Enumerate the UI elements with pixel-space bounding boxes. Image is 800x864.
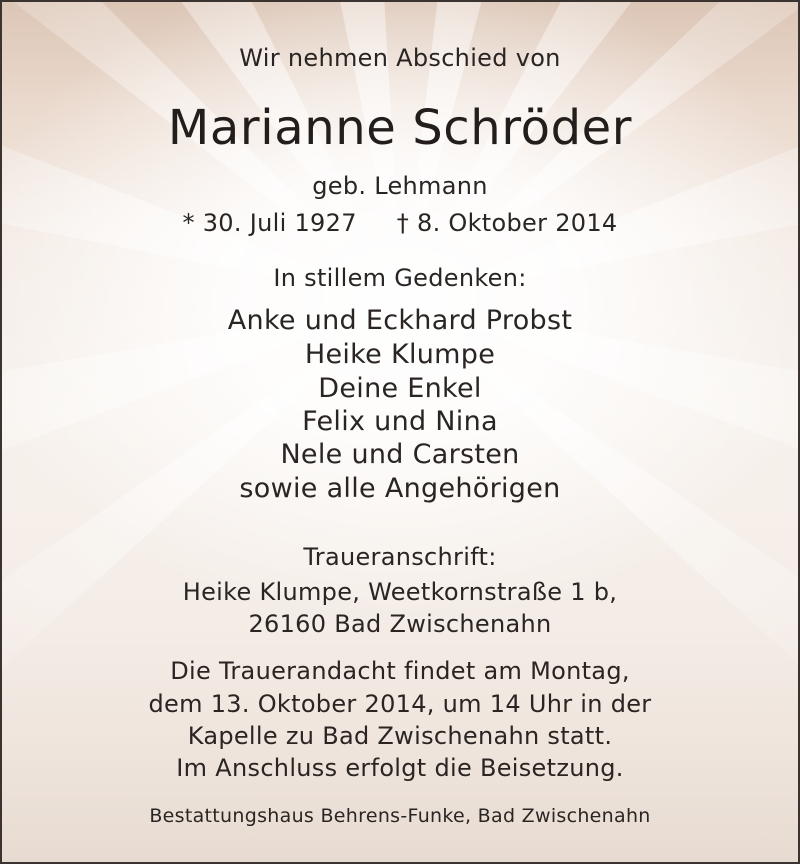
service-info-line: Im Anschluss erfolgt die Beisetzung. [176, 754, 624, 782]
deceased-name: Marianne Schröder [167, 100, 633, 156]
service-info-line: dem 13. Oktober 2014, um 14 Uhr in der [148, 690, 652, 718]
birth-date: * 30. Juli 1927 [182, 209, 357, 237]
mourner-line: Felix und Nina [302, 406, 498, 437]
address-heading: Traueranschrift: [303, 543, 497, 571]
life-dates [2, 209, 798, 237]
funeral-home: Bestattungshaus Behrens-Funke, Bad Zwischenahn [149, 805, 651, 827]
mourning-heading: In stillem Gedenken: [273, 264, 527, 292]
death-date: † 8. Oktober 2014 [396, 209, 618, 237]
birth-name: geb. Lehmann [312, 172, 488, 200]
mourner-line: Deine Enkel [318, 373, 482, 404]
intro-text: Wir nehmen Abschied von [239, 44, 561, 72]
service-info-line: Die Trauerandacht findet am Montag, [170, 657, 630, 685]
mourner-line: sowie alle Angehörigen [239, 473, 561, 504]
mourner-line: Anke und Eckhard Probst [227, 305, 573, 336]
address-line: Heike Klumpe, Weetkornstraße 1 b, [182, 578, 618, 606]
service-info-line: Kapelle zu Bad Zwischenahn statt. [187, 722, 613, 750]
address-line: 26160 Bad Zwischenahn [248, 610, 552, 638]
mourner-line: Nele und Carsten [280, 439, 520, 470]
mourner-line: Heike Klumpe [304, 339, 496, 370]
